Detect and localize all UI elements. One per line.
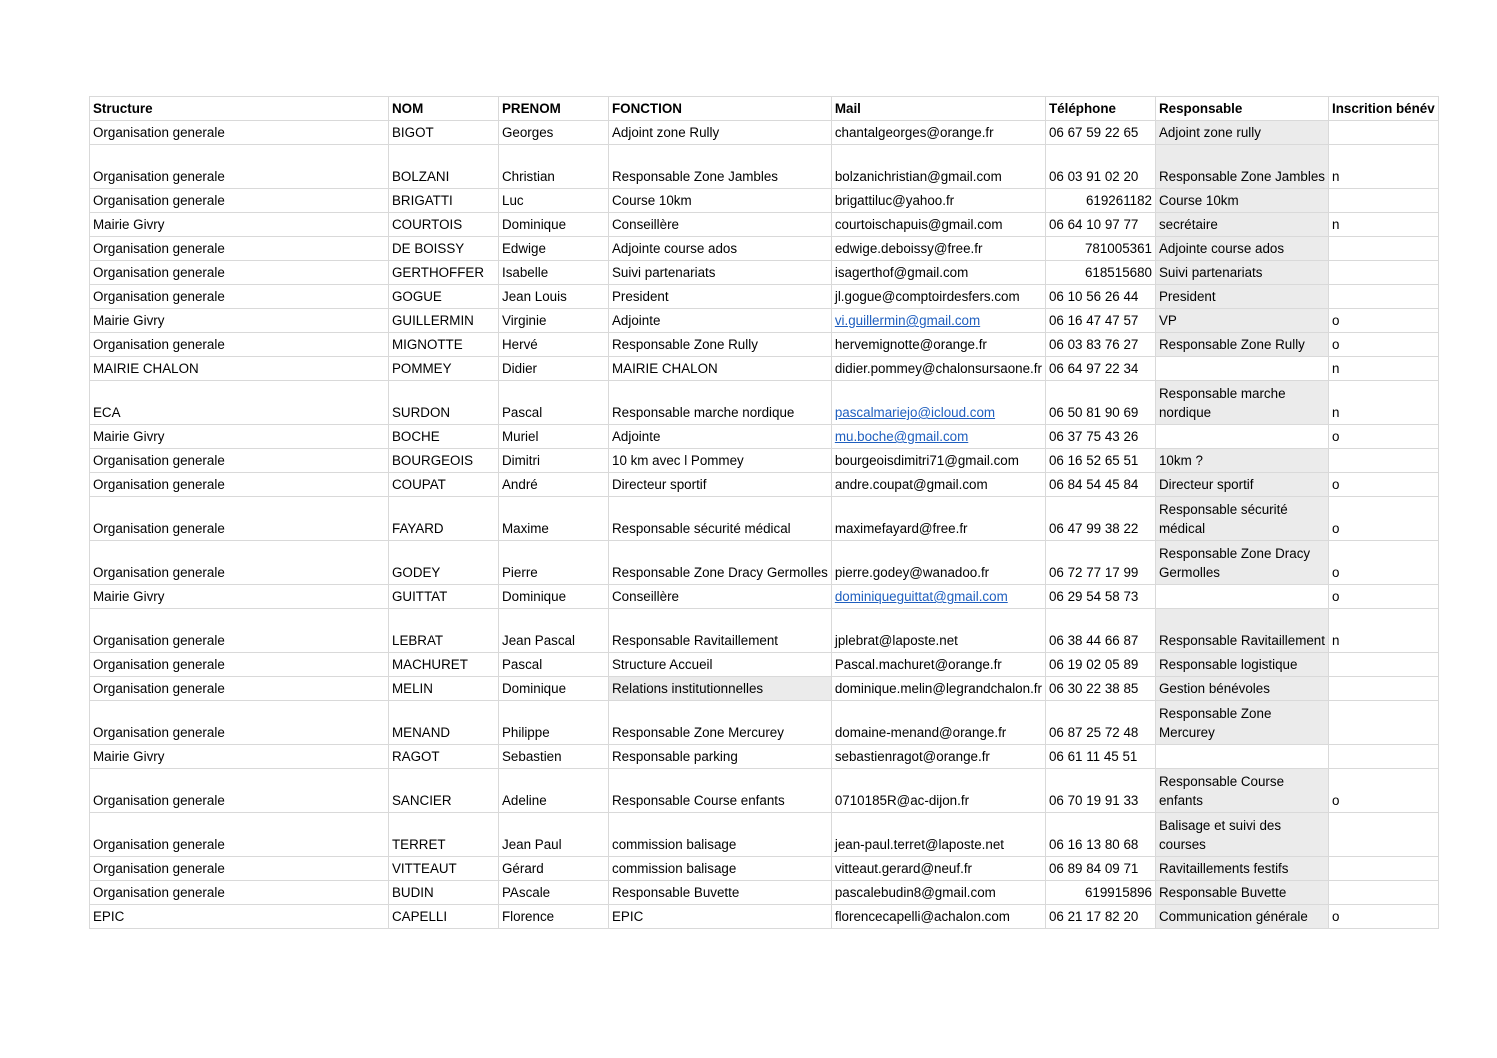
- cell-responsable: [1155, 425, 1328, 449]
- cell-telephone: 06 64 10 97 77: [1045, 213, 1155, 237]
- cell-structure: Organisation generale: [90, 677, 389, 701]
- cell-structure: Organisation generale: [90, 333, 389, 357]
- cell-nom: GERTHOFFER: [389, 261, 499, 285]
- cell-inscription: n: [1328, 609, 1438, 653]
- cell-telephone: 619261182: [1045, 189, 1155, 213]
- cell-mail: florencecapelli@achalon.com: [831, 905, 1045, 929]
- cell-nom: GUITTAT: [389, 585, 499, 609]
- table-row: [90, 285, 1439, 309]
- cell-inscription: [1328, 237, 1438, 261]
- cell-mail: jean-paul.terret@laposte.net: [831, 813, 1045, 857]
- cell-prenom: Jean Paul: [499, 813, 609, 857]
- cell-mail: didier.pommey@chalonsursaone.fr: [831, 357, 1045, 381]
- cell-mail: 0710185R@ac-dijon.fr: [831, 769, 1045, 813]
- table-row: [90, 585, 1439, 609]
- cell-fonction: Adjointe: [609, 425, 832, 449]
- cell-prenom: Luc: [499, 189, 609, 213]
- cell-fonction: Responsable Zone Jambles: [609, 145, 832, 189]
- cell-structure: Mairie Givry: [90, 309, 389, 333]
- cell-responsable: Responsable Ravitaillement: [1155, 609, 1328, 653]
- cell-structure: Organisation generale: [90, 473, 389, 497]
- cell-mail: [831, 381, 1045, 425]
- cell-nom: VITTEAUT: [389, 857, 499, 881]
- cell-telephone: 06 03 91 02 20: [1045, 145, 1155, 189]
- cell-prenom: Dominique: [499, 677, 609, 701]
- table-row: [90, 769, 1439, 813]
- cell-structure: Organisation generale: [90, 261, 389, 285]
- cell-mail: [831, 425, 1045, 449]
- cell-telephone: 06 38 44 66 87: [1045, 609, 1155, 653]
- cell-prenom: Pierre: [499, 541, 609, 585]
- cell-nom: GODEY: [389, 541, 499, 585]
- cell-prenom: Dimitri: [499, 449, 609, 473]
- cell-structure: EPIC: [90, 905, 389, 929]
- cell-structure: Organisation generale: [90, 653, 389, 677]
- table-row: [90, 309, 1439, 333]
- cell-structure: Mairie Givry: [90, 213, 389, 237]
- cell-mail: jplebrat@laposte.net: [831, 609, 1045, 653]
- table-row: [90, 497, 1439, 541]
- cell-responsable: Directeur sportif: [1155, 473, 1328, 497]
- cell-nom: FAYARD: [389, 497, 499, 541]
- table-row: [90, 677, 1439, 701]
- cell-inscription: [1328, 449, 1438, 473]
- cell-mail: [831, 309, 1045, 333]
- cell-mail: jl.gogue@comptoirdesfers.com: [831, 285, 1045, 309]
- cell-mail: vitteaut.gerard@neuf.fr: [831, 857, 1045, 881]
- cell-telephone: 06 19 02 05 89: [1045, 653, 1155, 677]
- cell-inscription: o: [1328, 769, 1438, 813]
- cell-fonction: Course 10km: [609, 189, 832, 213]
- cell-fonction: Suivi partenariats: [609, 261, 832, 285]
- cell-structure: Organisation generale: [90, 189, 389, 213]
- cell-prenom: Pascal: [499, 381, 609, 425]
- cell-fonction: Responsable Buvette: [609, 881, 832, 905]
- header-fonction: FONCTION: [609, 97, 832, 121]
- cell-mail: Pascal.machuret@orange.fr: [831, 653, 1045, 677]
- cell-responsable: Ravitaillements festifs: [1155, 857, 1328, 881]
- cell-inscription: o: [1328, 333, 1438, 357]
- cell-prenom: Adeline: [499, 769, 609, 813]
- cell-mail: edwige.deboissy@free.fr: [831, 237, 1045, 261]
- cell-nom: SANCIER: [389, 769, 499, 813]
- cell-inscription: o: [1328, 425, 1438, 449]
- cell-nom: BOURGEOIS: [389, 449, 499, 473]
- cell-nom: COUPAT: [389, 473, 499, 497]
- header-telephone: Téléphone: [1045, 97, 1155, 121]
- cell-prenom: PAscale: [499, 881, 609, 905]
- table-row: [90, 357, 1439, 381]
- cell-structure: MAIRIE CHALON: [90, 357, 389, 381]
- cell-mail: sebastienragot@orange.fr: [831, 745, 1045, 769]
- cell-fonction: Responsable sécurité médical: [609, 497, 832, 541]
- table-row: [90, 813, 1439, 857]
- cell-structure: Mairie Givry: [90, 585, 389, 609]
- cell-inscription: o: [1328, 473, 1438, 497]
- cell-prenom: Gérard: [499, 857, 609, 881]
- cell-prenom: Dominique: [499, 213, 609, 237]
- header-nom: NOM: [389, 97, 499, 121]
- cell-responsable: Gestion bénévoles: [1155, 677, 1328, 701]
- cell-inscription: [1328, 121, 1438, 145]
- cell-prenom: Sebastien: [499, 745, 609, 769]
- cell-inscription: [1328, 881, 1438, 905]
- table-row: [90, 425, 1439, 449]
- cell-structure: Organisation generale: [90, 541, 389, 585]
- cell-inscription: [1328, 653, 1438, 677]
- contacts-table: [89, 96, 1439, 929]
- cell-structure: Organisation generale: [90, 609, 389, 653]
- cell-mail: brigattiluc@yahoo.fr: [831, 189, 1045, 213]
- cell-nom: CAPELLI: [389, 905, 499, 929]
- cell-structure: Organisation generale: [90, 237, 389, 261]
- table-row: [90, 381, 1439, 425]
- cell-telephone: 06 16 47 47 57: [1045, 309, 1155, 333]
- cell-responsable: Adjoint zone rully: [1155, 121, 1328, 145]
- cell-mail: domaine-menand@orange.fr: [831, 701, 1045, 745]
- table-row: [90, 653, 1439, 677]
- table-row: [90, 333, 1439, 357]
- header-row: [90, 97, 1439, 121]
- cell-mail: pascalebudin8@gmail.com: [831, 881, 1045, 905]
- cell-responsable: VP: [1155, 309, 1328, 333]
- cell-inscription: o: [1328, 497, 1438, 541]
- cell-fonction: commission balisage: [609, 813, 832, 857]
- cell-responsable: Responsable Zone Jambles: [1155, 145, 1328, 189]
- cell-telephone: 619915896: [1045, 881, 1155, 905]
- cell-structure: Organisation generale: [90, 857, 389, 881]
- cell-telephone: 618515680: [1045, 261, 1155, 285]
- cell-responsable: 10km ?: [1155, 449, 1328, 473]
- cell-structure: Organisation generale: [90, 145, 389, 189]
- cell-telephone: 06 72 77 17 99: [1045, 541, 1155, 585]
- cell-nom: TERRET: [389, 813, 499, 857]
- cell-inscription: n: [1328, 145, 1438, 189]
- cell-responsable: [1155, 745, 1328, 769]
- cell-responsable: Course 10km: [1155, 189, 1328, 213]
- cell-prenom: Edwige: [499, 237, 609, 261]
- cell-responsable: Adjointe course ados: [1155, 237, 1328, 261]
- cell-nom: BOLZANI: [389, 145, 499, 189]
- cell-structure: Organisation generale: [90, 497, 389, 541]
- table-row: [90, 541, 1439, 585]
- cell-responsable: Suivi partenariats: [1155, 261, 1328, 285]
- cell-nom: BRIGATTI: [389, 189, 499, 213]
- header-prenom: PRENOM: [499, 97, 609, 121]
- cell-telephone: 06 30 22 38 85: [1045, 677, 1155, 701]
- cell-fonction: Responsable Zone Rully: [609, 333, 832, 357]
- cell-structure: Organisation generale: [90, 881, 389, 905]
- cell-nom: MENAND: [389, 701, 499, 745]
- cell-telephone: 06 03 83 76 27: [1045, 333, 1155, 357]
- cell-fonction: Responsable Course enfants: [609, 769, 832, 813]
- table-row: [90, 473, 1439, 497]
- cell-inscription: [1328, 285, 1438, 309]
- table-row: [90, 905, 1439, 929]
- cell-mail: isagerthof@gmail.com: [831, 261, 1045, 285]
- cell-responsable: Responsable Zone Rully: [1155, 333, 1328, 357]
- table-row: [90, 121, 1439, 145]
- cell-nom: COURTOIS: [389, 213, 499, 237]
- cell-prenom: Virginie: [499, 309, 609, 333]
- header-structure: Structure: [90, 97, 389, 121]
- cell-inscription: o: [1328, 309, 1438, 333]
- cell-fonction: Responsable Zone Mercurey: [609, 701, 832, 745]
- cell-fonction: Responsable parking: [609, 745, 832, 769]
- cell-nom: SURDON: [389, 381, 499, 425]
- cell-fonction: 10 km avec l Pommey: [609, 449, 832, 473]
- cell-fonction: Responsable Ravitaillement: [609, 609, 832, 653]
- cell-nom: POMMEY: [389, 357, 499, 381]
- cell-fonction: commission balisage: [609, 857, 832, 881]
- cell-mail: bourgeoisdimitri71@gmail.com: [831, 449, 1045, 473]
- cell-inscription: [1328, 745, 1438, 769]
- table-body: [90, 97, 1439, 929]
- header-inscription: Inscrition bénév: [1328, 97, 1438, 121]
- cell-structure: Organisation generale: [90, 121, 389, 145]
- cell-mail: [831, 585, 1045, 609]
- cell-telephone: 06 16 13 80 68: [1045, 813, 1155, 857]
- mail-link[interactable]: mu.boche@gmail.com: [834, 429, 969, 444]
- cell-telephone: 06 70 19 91 33: [1045, 769, 1155, 813]
- cell-responsable: Responsable Zone Dracy Germolles: [1155, 541, 1328, 585]
- cell-telephone: 06 67 59 22 65: [1045, 121, 1155, 145]
- cell-nom: BOCHE: [389, 425, 499, 449]
- cell-nom: BUDIN: [389, 881, 499, 905]
- cell-inscription: o: [1328, 541, 1438, 585]
- cell-mail: chantalgeorges@orange.fr: [831, 121, 1045, 145]
- cell-nom: DE BOISSY: [389, 237, 499, 261]
- header-responsable: Responsable: [1155, 97, 1328, 121]
- cell-fonction: Conseillère: [609, 213, 832, 237]
- table-row: [90, 189, 1439, 213]
- cell-structure: Organisation generale: [90, 285, 389, 309]
- cell-prenom: Isabelle: [499, 261, 609, 285]
- cell-fonction: Responsable Zone Dracy Germolles: [609, 541, 832, 585]
- cell-prenom: Maxime: [499, 497, 609, 541]
- cell-inscription: n: [1328, 357, 1438, 381]
- mail-link[interactable]: dominiqueguittat@gmail.com: [834, 589, 1008, 604]
- cell-mail: courtoischapuis@gmail.com: [831, 213, 1045, 237]
- cell-mail: maximefayard@free.fr: [831, 497, 1045, 541]
- cell-structure: Organisation generale: [90, 769, 389, 813]
- cell-structure: Organisation generale: [90, 449, 389, 473]
- table-row: [90, 881, 1439, 905]
- cell-fonction: Adjointe: [609, 309, 832, 333]
- cell-fonction: Responsable marche nordique: [609, 381, 832, 425]
- cell-prenom: André: [499, 473, 609, 497]
- cell-prenom: Jean Pascal: [499, 609, 609, 653]
- cell-responsable: [1155, 585, 1328, 609]
- cell-responsable: Communication générale: [1155, 905, 1328, 929]
- table-row: [90, 857, 1439, 881]
- cell-fonction: MAIRIE CHALON: [609, 357, 832, 381]
- cell-mail: dominique.melin@legrandchalon.fr: [831, 677, 1045, 701]
- cell-inscription: o: [1328, 905, 1438, 929]
- cell-nom: LEBRAT: [389, 609, 499, 653]
- cell-responsable: secrétaire: [1155, 213, 1328, 237]
- cell-mail: pierre.godey@wanadoo.fr: [831, 541, 1045, 585]
- mail-link[interactable]: vi.guillermin@gmail.com: [834, 313, 981, 328]
- cell-telephone: 06 64 97 22 34: [1045, 357, 1155, 381]
- table-row: [90, 237, 1439, 261]
- table-row: [90, 213, 1439, 237]
- cell-nom: GUILLERMIN: [389, 309, 499, 333]
- cell-telephone: 06 84 54 45 84: [1045, 473, 1155, 497]
- cell-fonction: President: [609, 285, 832, 309]
- cell-structure: ECA: [90, 381, 389, 425]
- cell-prenom: Florence: [499, 905, 609, 929]
- cell-prenom: Philippe: [499, 701, 609, 745]
- cell-structure: Mairie Givry: [90, 745, 389, 769]
- cell-inscription: [1328, 813, 1438, 857]
- cell-prenom: Christian: [499, 145, 609, 189]
- cell-mail: bolzanichristian@gmail.com: [831, 145, 1045, 189]
- cell-prenom: Hervé: [499, 333, 609, 357]
- cell-responsable: Responsable Course enfants: [1155, 769, 1328, 813]
- mail-link[interactable]: pascalmariejo@icloud.com: [834, 405, 996, 420]
- cell-responsable: Responsable Buvette: [1155, 881, 1328, 905]
- cell-nom: BIGOT: [389, 121, 499, 145]
- table-row: [90, 449, 1439, 473]
- cell-telephone: 06 89 84 09 71: [1045, 857, 1155, 881]
- cell-telephone: 06 47 99 38 22: [1045, 497, 1155, 541]
- cell-telephone: 06 10 56 26 44: [1045, 285, 1155, 309]
- cell-telephone: 06 16 52 65 51: [1045, 449, 1155, 473]
- cell-fonction: Relations institutionnelles: [609, 677, 832, 701]
- table-row: [90, 701, 1439, 745]
- cell-nom: MACHURET: [389, 653, 499, 677]
- cell-inscription: o: [1328, 585, 1438, 609]
- cell-telephone: 06 50 81 90 69: [1045, 381, 1155, 425]
- cell-mail: hervemignotte@orange.fr: [831, 333, 1045, 357]
- cell-nom: MIGNOTTE: [389, 333, 499, 357]
- cell-structure: Organisation generale: [90, 701, 389, 745]
- cell-responsable: Responsable Zone Mercurey: [1155, 701, 1328, 745]
- table-row: [90, 609, 1439, 653]
- cell-telephone: 06 21 17 82 20: [1045, 905, 1155, 929]
- cell-responsable: [1155, 357, 1328, 381]
- cell-structure: Organisation generale: [90, 813, 389, 857]
- cell-prenom: Didier: [499, 357, 609, 381]
- cell-inscription: [1328, 677, 1438, 701]
- table-row: [90, 145, 1439, 189]
- cell-fonction: Adjoint zone Rully: [609, 121, 832, 145]
- cell-structure: Mairie Givry: [90, 425, 389, 449]
- cell-inscription: n: [1328, 381, 1438, 425]
- table-row: [90, 745, 1439, 769]
- cell-fonction: Conseillère: [609, 585, 832, 609]
- cell-prenom: Dominique: [499, 585, 609, 609]
- cell-inscription: [1328, 189, 1438, 213]
- cell-responsable: Responsable sécurité médical: [1155, 497, 1328, 541]
- cell-responsable: Balisage et suivi des courses: [1155, 813, 1328, 857]
- cell-inscription: [1328, 857, 1438, 881]
- cell-prenom: Muriel: [499, 425, 609, 449]
- cell-prenom: Jean Louis: [499, 285, 609, 309]
- cell-nom: GOGUE: [389, 285, 499, 309]
- cell-telephone: 06 37 75 43 26: [1045, 425, 1155, 449]
- cell-fonction: Directeur sportif: [609, 473, 832, 497]
- cell-telephone: 781005361: [1045, 237, 1155, 261]
- cell-telephone: 06 61 11 45 51: [1045, 745, 1155, 769]
- cell-responsable: Responsable marche nordique: [1155, 381, 1328, 425]
- cell-fonction: Adjointe course ados: [609, 237, 832, 261]
- cell-responsable: Responsable logistique: [1155, 653, 1328, 677]
- cell-nom: MELIN: [389, 677, 499, 701]
- header-mail: Mail: [831, 97, 1045, 121]
- table-row: [90, 261, 1439, 285]
- cell-telephone: 06 87 25 72 48: [1045, 701, 1155, 745]
- cell-inscription: [1328, 261, 1438, 285]
- cell-prenom: Pascal: [499, 653, 609, 677]
- cell-nom: RAGOT: [389, 745, 499, 769]
- cell-fonction: Structure Accueil: [609, 653, 832, 677]
- cell-prenom: Georges: [499, 121, 609, 145]
- cell-inscription: n: [1328, 213, 1438, 237]
- cell-responsable: President: [1155, 285, 1328, 309]
- cell-mail: andre.coupat@gmail.com: [831, 473, 1045, 497]
- cell-telephone: 06 29 54 58 73: [1045, 585, 1155, 609]
- cell-inscription: [1328, 701, 1438, 745]
- cell-fonction: EPIC: [609, 905, 832, 929]
